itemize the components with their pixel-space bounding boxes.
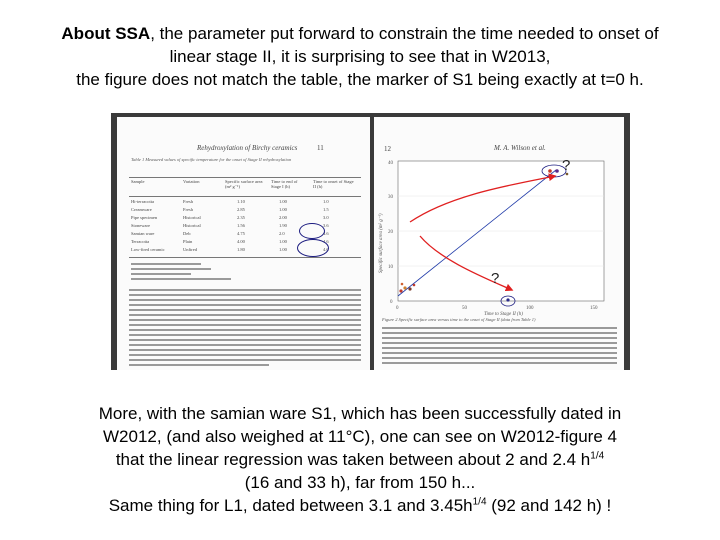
- body-line5: [40, 494, 680, 517]
- data-point: [399, 289, 402, 292]
- question-mark-upper: ?: [562, 157, 571, 174]
- table-header-stage2: Time to onset of Stage II (h): [313, 179, 354, 189]
- x-tick-label: 50: [462, 306, 467, 311]
- data-point: [566, 173, 569, 176]
- table-cell: Unfired: [183, 247, 197, 252]
- body-line3: [40, 448, 680, 471]
- table-cell: 4.6: [323, 247, 329, 252]
- question-mark-lower: ?: [491, 270, 500, 287]
- highlight-ellipse-upper: [299, 223, 325, 239]
- table-row: [129, 215, 361, 223]
- table-rule-top: [129, 177, 361, 178]
- body-line3-sup: 1/4: [590, 450, 605, 462]
- data-point: [506, 298, 509, 301]
- footnote-line: [131, 263, 201, 265]
- x-tick-label: 150: [590, 306, 598, 311]
- text-line: [129, 294, 361, 296]
- table-cell: Stoneware: [131, 223, 150, 228]
- text-line: [382, 327, 617, 329]
- table-row: [129, 199, 361, 207]
- table-cell: Creamware: [131, 207, 152, 212]
- y-tick-label: 0: [390, 300, 393, 305]
- table-header-ssa: Specific surface area (m² g⁻¹): [225, 179, 263, 189]
- table-cell: 1.80: [237, 247, 245, 252]
- left-page-number: 11: [317, 144, 324, 152]
- right-page-number: 12: [384, 145, 391, 153]
- x-axis-label: Time to Stage II (h): [484, 312, 523, 317]
- x-tick-label: 0: [396, 306, 399, 311]
- text-line: [129, 329, 361, 331]
- table-cell: 4.75: [237, 231, 245, 236]
- table-cell: 1.90: [279, 223, 287, 228]
- text-line: [382, 362, 617, 364]
- table-cell: 1.56: [237, 223, 245, 228]
- table-cell: 1.00: [279, 199, 287, 204]
- table-row: [129, 223, 361, 231]
- table-header-row: [129, 179, 361, 187]
- data-point: [413, 284, 416, 287]
- text-line: [129, 309, 361, 311]
- table-cell: 1.5: [323, 207, 329, 212]
- footnote-line: [131, 278, 231, 280]
- title-bold: About SSA: [61, 24, 151, 43]
- data-point: [555, 169, 559, 173]
- text-line: [129, 344, 361, 346]
- table-cell: 1.10: [237, 199, 245, 204]
- highlight-ellipse-lower: [297, 239, 329, 257]
- table-rule-bottom: [129, 257, 361, 258]
- data-point: [403, 286, 406, 289]
- table-cell: Fresh: [183, 207, 193, 212]
- table-cell: 1.00: [279, 247, 287, 252]
- title-line2: linear stage II, it is surprising to see that in W2013,: [169, 47, 551, 66]
- footnote-line: [131, 273, 191, 275]
- table-cell: 1.0: [323, 199, 329, 204]
- y-tick-label: 20: [388, 230, 393, 235]
- y-tick-label: 40: [388, 161, 393, 166]
- body-line1: More, with the samian ware S1, which has been successfully dated in: [98, 404, 622, 423]
- table-cell: Samian ware: [131, 231, 155, 236]
- table-cell: 3.0: [323, 215, 329, 220]
- table-header-stage1: Time to end of Stage I (h): [271, 179, 298, 189]
- table-cell: 4.00: [237, 239, 245, 244]
- table-rule-mid: [129, 196, 361, 197]
- text-line: [382, 337, 617, 339]
- text-line: [382, 342, 617, 344]
- body-line2: W2012, (and also weighed at 11°C), one can see on W2012-figure 4: [103, 427, 617, 446]
- data-point: [548, 169, 552, 173]
- table-caption: Table 1 Measured values of specific temperature for the onset of Stage II rehydroxylation: [131, 157, 292, 162]
- table-cell: 2.0: [279, 231, 285, 236]
- table-cell: 4.6: [323, 239, 329, 244]
- table-header-variation: Variation: [183, 179, 200, 184]
- text-line: [129, 314, 361, 316]
- y-tick-label: 10: [388, 265, 393, 270]
- text-line: [129, 334, 361, 336]
- table-cell: Pipe specimen: [131, 215, 158, 220]
- text-line: [382, 352, 617, 354]
- y-axis-label: Specific surface area (m² g⁻¹): [379, 213, 384, 273]
- text-line: [129, 349, 361, 351]
- y-tick-label: 30: [388, 195, 393, 200]
- table-cell: Historical: [183, 223, 201, 228]
- table-cell: Deb: [183, 231, 191, 236]
- text-line: [382, 332, 617, 334]
- left-page: [117, 117, 370, 370]
- figure-caption: Figure 2 Specific surface area versus time to the onset of Stage II (data from Table 1): [382, 317, 536, 322]
- text-line: [382, 347, 617, 349]
- text-line: [129, 364, 269, 366]
- table-cell: 1.00: [279, 207, 287, 212]
- table-cell: Low-fired ceramic: [131, 247, 165, 252]
- table-row: [129, 207, 361, 215]
- body-line5-sup: 1/4: [472, 496, 487, 508]
- text-line: [129, 339, 361, 341]
- body-line4: (16 and 33 h), far from 150 h...: [244, 473, 476, 492]
- table-cell: Hi-terracotta: [131, 199, 154, 204]
- table-cell: 2.85: [237, 207, 245, 212]
- body-paragraph: [40, 402, 680, 517]
- data-point: [408, 287, 411, 290]
- data-point: [401, 283, 404, 286]
- table-cell: 1.00: [279, 239, 287, 244]
- scatter-plot: [374, 153, 624, 317]
- body-line3-text: that the linear regression was taken between about 2 and 2.4 h: [115, 450, 591, 469]
- text-line: [129, 289, 361, 291]
- text-line: [129, 319, 361, 321]
- title-line1: , the parameter put forward to constrain the time needed to onset of: [150, 24, 659, 43]
- table-row: [129, 231, 361, 239]
- right-page: [374, 117, 624, 370]
- table-cell: Fresh: [183, 199, 193, 204]
- x-tick-label: 100: [526, 306, 534, 311]
- left-page-header: Rehydroxylation of Birchy ceramics: [197, 144, 298, 152]
- body-line5-post: (92 and 142 h) !: [486, 496, 612, 515]
- text-line: [129, 304, 361, 306]
- body-line5-text: Same thing for L1, dated between 3.1 and 3.45h: [108, 496, 473, 515]
- text-line: [129, 354, 361, 356]
- table-cell: 3.6: [323, 223, 329, 228]
- table-header-sample: Sample: [131, 179, 145, 184]
- table-cell: 4.6: [323, 231, 329, 236]
- table-cell: 2.00: [279, 215, 287, 220]
- right-page-header: M. A. Wilson et al.: [494, 144, 546, 152]
- slide-title: [20, 22, 700, 91]
- table-cell: Historical: [183, 215, 201, 220]
- title-line3: the figure does not match the table, the marker of S1 being exactly at t=0 h.: [76, 70, 644, 89]
- text-line: [129, 324, 361, 326]
- table-cell: 2.35: [237, 215, 245, 220]
- text-line: [129, 359, 361, 361]
- table-cell: Terracotta: [131, 239, 150, 244]
- text-line: [382, 357, 617, 359]
- table-cell: Plain: [183, 239, 193, 244]
- footnote-line: [131, 268, 211, 270]
- scanned-paper-image: [111, 113, 630, 370]
- text-line: [129, 299, 361, 301]
